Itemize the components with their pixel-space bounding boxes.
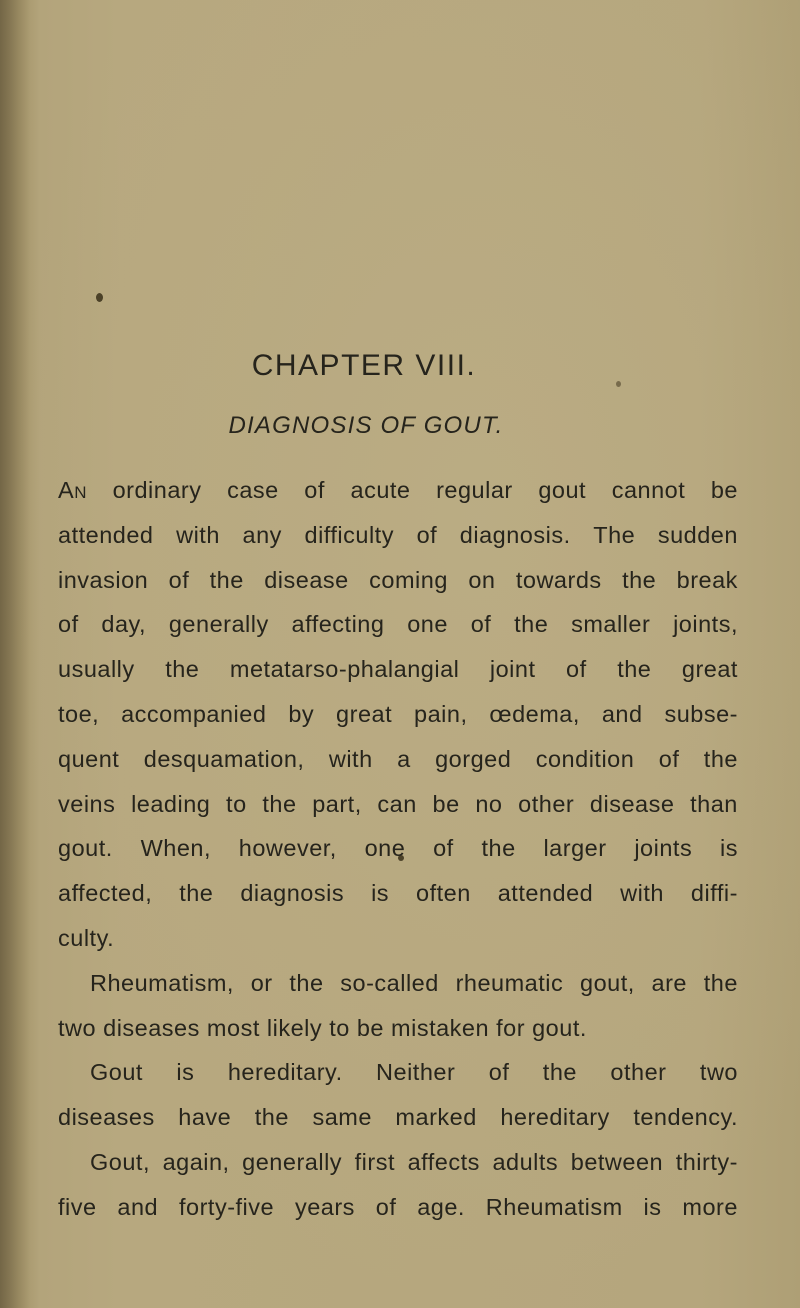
word: first: [354, 1148, 395, 1175]
word: most: [206, 1014, 260, 1041]
word: the: [542, 1059, 577, 1086]
word: AN: [58, 477, 87, 503]
word: acute: [350, 477, 411, 503]
word: the: [165, 656, 200, 683]
word: tendency.: [633, 1104, 738, 1131]
word: sudden: [657, 521, 738, 548]
word: diseases: [103, 1014, 200, 1041]
text-line: [58, 602, 738, 647]
word: same: [312, 1104, 372, 1131]
word: or: [250, 969, 273, 996]
word: again,: [162, 1148, 230, 1175]
word: veins: [58, 790, 116, 817]
text-line: [58, 737, 738, 782]
word: hereditary.: [227, 1059, 343, 1086]
word: age.: [417, 1193, 465, 1220]
word: part,: [312, 790, 362, 817]
word: other: [610, 1059, 667, 1086]
chapter-heading: CHAPTER VIII.: [251, 349, 477, 382]
word: than: [690, 790, 738, 817]
word: gout: [538, 477, 587, 503]
word: on: [468, 566, 496, 593]
word: gout,: [580, 969, 635, 996]
word: of: [304, 477, 325, 503]
word: thirty-: [675, 1148, 738, 1175]
word: leading: [131, 790, 211, 817]
word: and: [117, 1193, 159, 1220]
word: between: [570, 1148, 664, 1175]
word: towards: [515, 566, 602, 593]
word: great: [336, 700, 393, 727]
word: and: [601, 700, 643, 727]
word: of: [433, 835, 454, 862]
word: of: [488, 1059, 510, 1086]
word: attended: [58, 521, 154, 548]
word: diffi-: [690, 880, 738, 907]
word: coming: [369, 566, 448, 593]
word: are: [651, 969, 687, 996]
word: the: [254, 1104, 289, 1131]
word: is: [643, 1193, 662, 1220]
word: the: [209, 566, 244, 593]
word: toe,: [58, 700, 100, 727]
word: desquamation,: [143, 745, 305, 772]
word: one: [407, 611, 448, 638]
word: gorged: [435, 745, 512, 772]
word: pain,: [414, 700, 468, 727]
word: joint: [489, 656, 536, 683]
word: the: [703, 745, 738, 772]
word: gout.: [532, 1014, 587, 1041]
word: case: [227, 477, 279, 503]
text-line: [58, 1185, 738, 1230]
word: of: [566, 656, 587, 683]
word: so-called: [340, 969, 439, 996]
word: culty.: [58, 924, 115, 951]
word: rheumatic: [455, 969, 564, 996]
word: gout.: [58, 835, 113, 862]
text-line: [58, 513, 738, 558]
word: be: [356, 1014, 384, 1041]
word: quent: [58, 745, 120, 772]
word: diseases: [58, 1104, 155, 1131]
word: the: [179, 880, 214, 907]
word: be: [710, 477, 738, 503]
text-line: [58, 1006, 738, 1051]
word: joints,: [673, 611, 738, 638]
word: Neither: [376, 1059, 456, 1086]
word: more: [682, 1193, 738, 1220]
word: the: [289, 969, 324, 996]
word: other: [518, 790, 575, 817]
word: to: [329, 1014, 350, 1041]
word: the: [262, 790, 297, 817]
word: of: [168, 566, 190, 593]
text-line: [58, 468, 738, 513]
word: day,: [101, 611, 147, 638]
word: the: [514, 611, 549, 638]
word: for: [496, 1014, 526, 1041]
word: a: [397, 745, 411, 772]
word: mistaken: [391, 1014, 490, 1041]
word: with: [328, 745, 373, 772]
text-line: [58, 826, 738, 871]
word: accompanied: [121, 700, 267, 727]
word: likely: [266, 1014, 323, 1041]
word: no: [475, 790, 503, 817]
word: usually: [58, 656, 135, 683]
text-line: [58, 1140, 738, 1185]
word: invasion: [58, 566, 149, 593]
word: of: [416, 521, 438, 548]
word: cannot: [611, 477, 686, 503]
word: be: [432, 790, 460, 817]
text-line: [58, 782, 738, 827]
word: difficulty: [304, 521, 394, 548]
word: one: [364, 835, 406, 862]
word: of: [470, 611, 492, 638]
word: the: [703, 969, 738, 996]
word: the: [481, 835, 516, 862]
text-line: [58, 692, 738, 737]
word: œdema,: [489, 700, 580, 727]
word: metatarso-phalangial: [229, 656, 460, 683]
word: great: [681, 656, 738, 683]
word: Gout: [90, 1059, 143, 1086]
word: Gout,: [90, 1148, 150, 1175]
word: adults: [492, 1148, 559, 1175]
text-line: [58, 1095, 738, 1140]
word: ordinary: [112, 477, 202, 503]
chapter-title: DIAGNOSIS OF GOUT.: [228, 412, 504, 439]
word: is: [176, 1059, 195, 1086]
ink-speck: [96, 293, 103, 302]
word: Rheumatism,: [90, 969, 234, 996]
word: of: [658, 745, 680, 772]
text-line: [58, 961, 738, 1006]
word: any: [242, 521, 282, 548]
word: affected,: [58, 880, 153, 907]
word: the: [622, 566, 657, 593]
word: of: [375, 1193, 397, 1220]
word: generally: [168, 611, 269, 638]
word: by: [288, 700, 315, 727]
word: The: [593, 521, 636, 548]
word: disease: [264, 566, 349, 593]
word: the: [617, 656, 652, 683]
word: of: [58, 611, 79, 638]
word: diagnosis.: [459, 521, 571, 548]
text-line: [58, 1050, 738, 1095]
word: with: [176, 521, 220, 548]
word: condition: [535, 745, 635, 772]
word: diagnosis: [240, 880, 345, 907]
text-line: [58, 916, 738, 961]
word: often: [416, 880, 471, 907]
word: with: [620, 880, 664, 907]
body-text: [58, 468, 738, 1230]
word: is: [719, 835, 738, 862]
text-line: [58, 871, 738, 916]
word: is: [371, 880, 390, 907]
word: subse-: [664, 700, 738, 727]
word: forty-five: [178, 1193, 275, 1220]
word: affects: [407, 1148, 480, 1175]
word: marked: [395, 1104, 477, 1131]
word: larger: [543, 835, 607, 862]
word: five: [58, 1193, 97, 1220]
text-line: [58, 558, 738, 603]
word: years: [294, 1193, 355, 1220]
word: two: [58, 1014, 97, 1041]
word: can: [377, 790, 417, 817]
word: have: [178, 1104, 232, 1131]
word: to: [226, 790, 247, 817]
word: regular: [436, 477, 513, 503]
word: Rheumatism: [485, 1193, 623, 1220]
word: smaller: [571, 611, 651, 638]
word: however,: [238, 835, 337, 862]
word: joints: [634, 835, 693, 862]
word: hereditary: [500, 1104, 610, 1131]
word: attended: [497, 880, 594, 907]
word: generally: [242, 1148, 343, 1175]
word: disease: [589, 790, 675, 817]
word: break: [676, 566, 738, 593]
word: affecting: [291, 611, 385, 638]
text-line: [58, 647, 738, 692]
word: two: [699, 1059, 738, 1086]
word: When,: [140, 835, 211, 862]
